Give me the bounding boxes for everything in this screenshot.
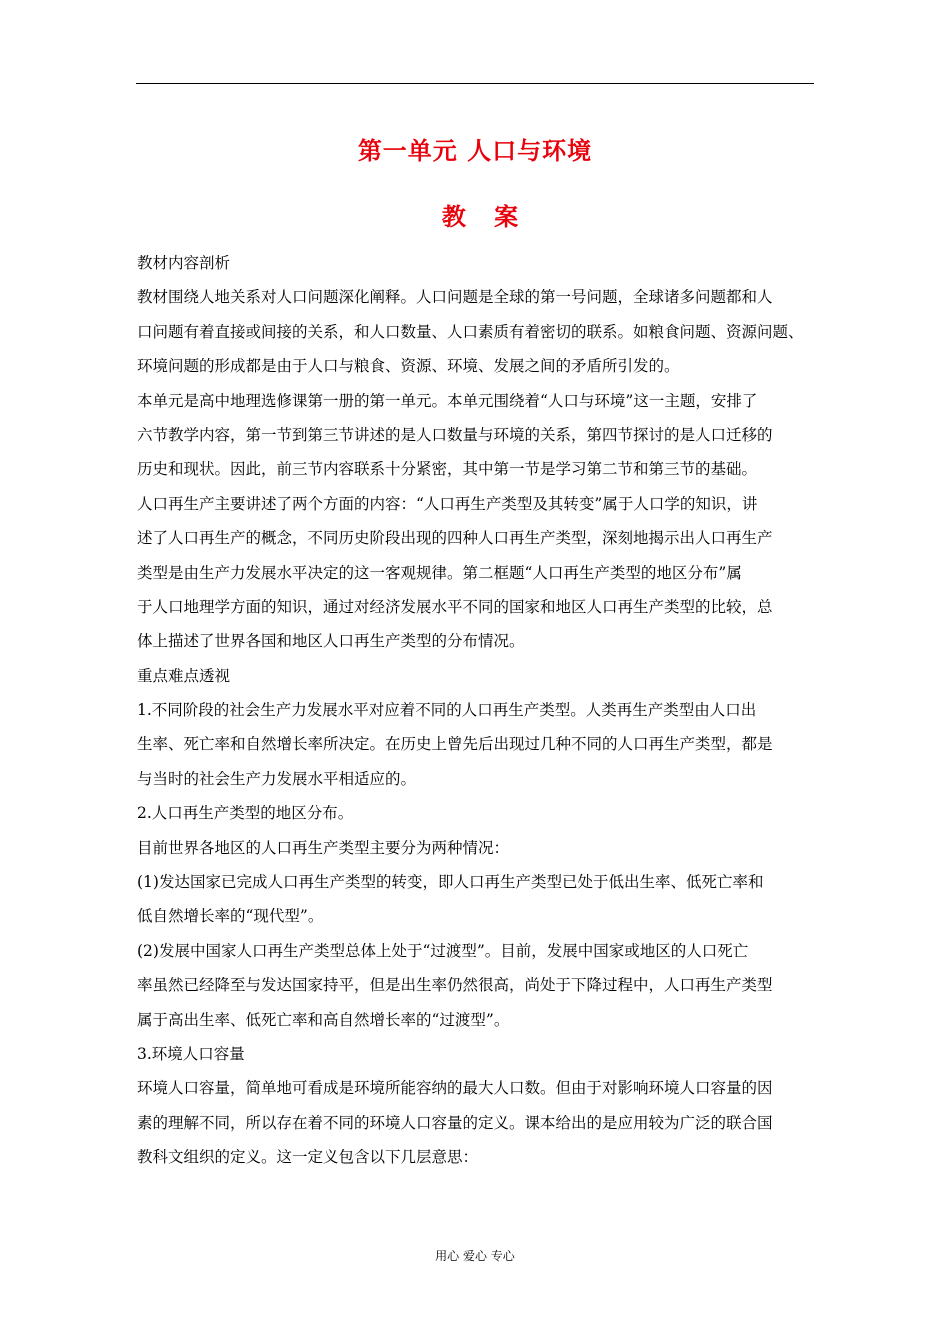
text-line: 与当时的社会生产力发展水平相适应的。: [137, 769, 417, 788]
text-line: 环境人口容量，简单地可看成是环境所能容纳的最大人口数。但由于对影响环境人口容量的因: [137, 1079, 773, 1098]
text-line: 生率、死亡率和自然增长率所决定。在历史上曾先后出现过几种不同的人口再生产类型，都是: [137, 735, 773, 754]
section-heading: 教材内容剖析: [137, 254, 231, 272]
text-line: 环境问题的形成都是由于人口与粮食、资源、环境、发展之间的矛盾所引发的。: [137, 357, 680, 376]
text-line: 目前世界各地区的人口再生产类型主要分为两种情况：: [137, 838, 510, 857]
text-line: 率虽然已经降至与发达国家持平，但是出生率仍然很高，尚处于下降过程中，人口再生产类型: [137, 976, 773, 995]
text-line: (1)发达国家已完成人口再生产类型的转变，即人口再生产类型已处于低出生率、低死亡率和: [137, 873, 764, 892]
page-subtitle: 教 案: [441, 203, 529, 231]
text-line: 本单元是高中地理选修课第一册的第一单元。本单元围绕着“人口与环境”这一主题，安排了: [137, 391, 758, 410]
page-title: 第一单元 人口与环境: [357, 137, 593, 165]
text-line: 2.人口再生产类型的地区分布。: [137, 804, 354, 823]
text-line: 六节教学内容，第一节到第三节讲述的是人口数量与环境的关系，第四节探讨的是人口迁移的: [137, 425, 773, 444]
text-line: 教科文组织的定义。这一定义包含以下几层意思：: [137, 1148, 479, 1167]
text-line: 于人口地理学方面的知识，通过对经济发展水平不同的国家和地区人口再生产类型的比较，总: [137, 597, 773, 616]
text-line: 类型是由生产力发展水平决定的这一客观规律。第二框题“人口再生产类型的地区分布”属: [137, 563, 742, 582]
page-footer: 用心 爱心 专心: [435, 1249, 515, 1263]
text-line: 人口再生产主要讲述了两个方面的内容：“人口再生产类型及其转变”属于人口学的知识，讲: [137, 494, 758, 513]
document-body: [137, 251, 817, 1180]
text-line: (2)发展中国家人口再生产类型总体上处于“过渡型”。目前，发展中国家或地区的人口死亡: [137, 941, 749, 960]
text-line: 口问题有着直接或间接的关系，和人口数量、人口素质有着密切的联系。如粮食问题、资源问题、: [137, 322, 804, 341]
section-heading: 重点难点透视: [137, 666, 231, 685]
header-rule: [136, 83, 814, 84]
text-line: 素的理解不同，所以存在着不同的环境人口容量的定义。课本给出的是应用较为广泛的联合国: [137, 1113, 773, 1132]
text-line: 历史和现状。因此，前三节内容联系十分紧密，其中第一节是学习第二节和第三节的基础。: [137, 460, 758, 479]
text-line: 低自然增长率的“现代型”。: [137, 907, 324, 926]
text-line: 述了人口再生产的概念，不同历史阶段出现的四种人口再生产类型，深刻地揭示出人口再生产: [137, 529, 773, 548]
text-line: 体上描述了世界各国和地区人口再生产类型的分布情况。: [137, 632, 525, 651]
text-line: 3.环境人口容量: [137, 1044, 245, 1063]
text-line: 1.不同阶段的社会生产力发展水平对应着不同的人口再生产类型。人类再生产类型由人口出: [137, 701, 757, 720]
text-line: 教材围绕人地关系对人口问题深化阐释。人口问题是全球的第一号问题，全球诸多问题都和人: [137, 288, 773, 307]
text-line: 属于高出生率、低死亡率和高自然增长率的“过渡型”。: [137, 1010, 510, 1029]
